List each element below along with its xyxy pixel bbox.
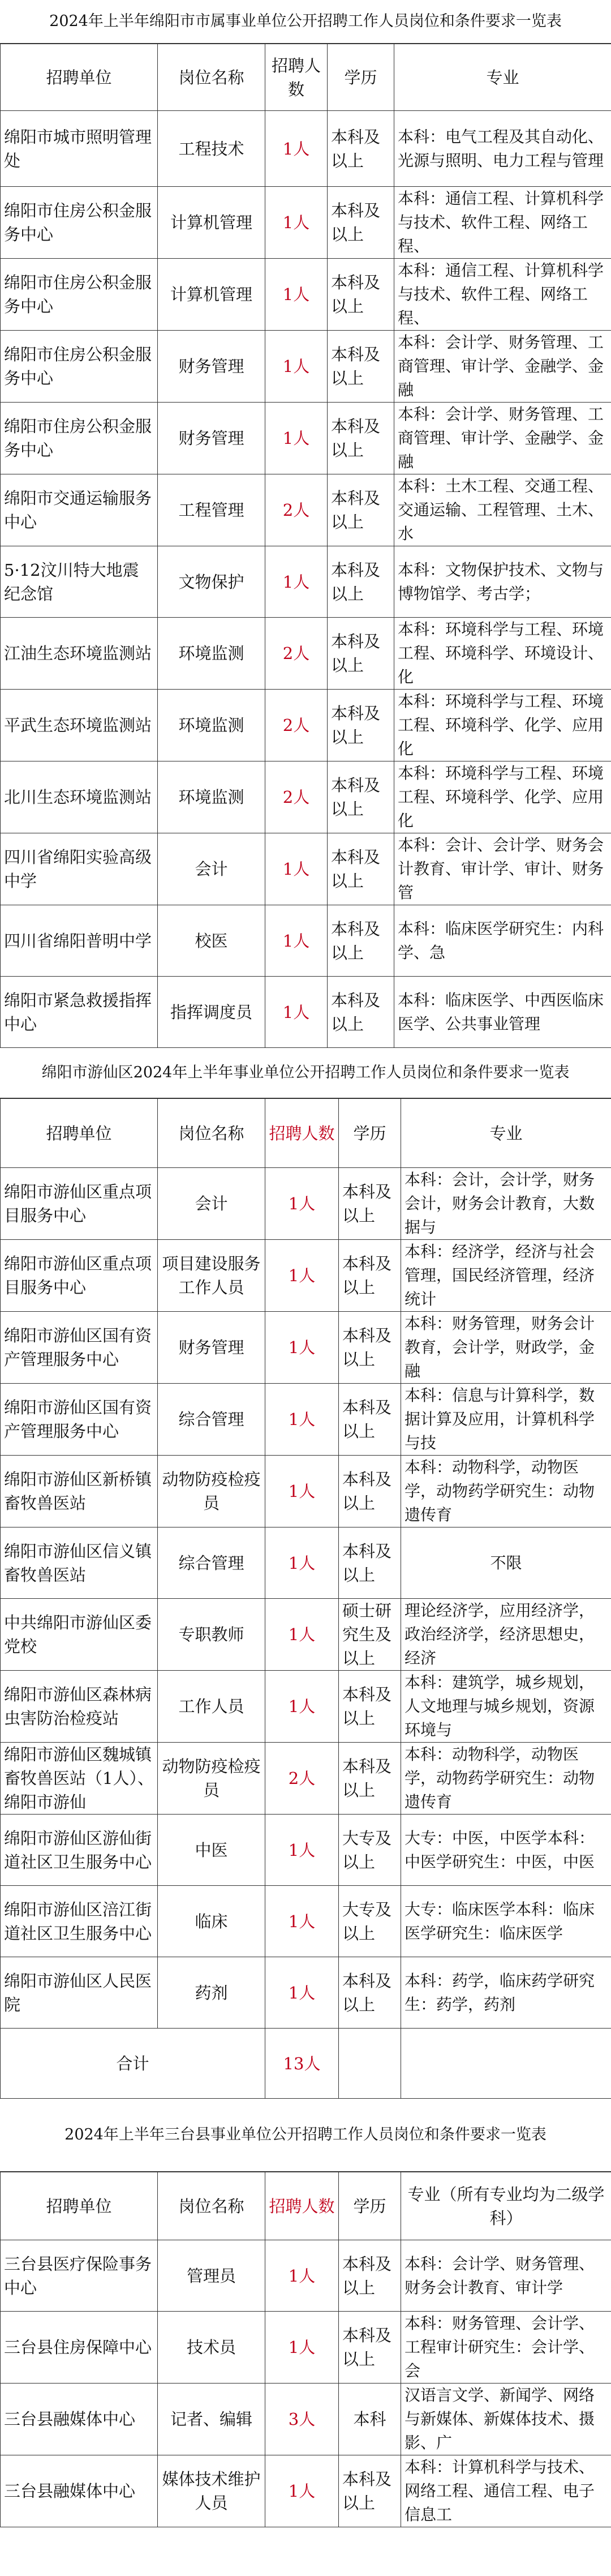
header-unit: 招聘单位 [1, 44, 158, 111]
header-major: 专业 [401, 1099, 611, 1168]
recruitment-table [0, 44, 611, 1048]
cell-count: 1人 [265, 905, 328, 977]
cell-major: 本科：动物科学，动物医学，动物药学研究生：动物遗传育 [401, 1743, 611, 1815]
cell-education: 本科及以上 [339, 1527, 401, 1599]
table-row [1, 2455, 611, 2527]
cell-major: 本科：信息与计算科学，数据计算及应用，计算机科学与技 [401, 1384, 611, 1456]
table-row [1, 187, 611, 259]
cell-count: 1人 [265, 403, 328, 474]
table-row [1, 977, 611, 1048]
cell-count: 1人 [265, 1384, 339, 1456]
cell-position: 工程技术 [158, 111, 265, 187]
cell-unit: 四川省绵阳普明中学 [1, 905, 158, 977]
header-row [1, 2172, 611, 2240]
cell-unit: 三台县融媒体中心 [1, 2455, 158, 2527]
cell-position: 记者、编辑 [158, 2384, 265, 2455]
cell-count: 1人 [265, 546, 328, 618]
cell-major: 本科：电气工程及其自动化、光源与照明、电力工程与管理 [394, 111, 611, 187]
cell-major: 本科：会计、会计学、财务会计教育、审计学、审计、财务管 [394, 833, 611, 905]
cell-position: 校医 [158, 905, 265, 977]
cell-position: 中医 [158, 1815, 265, 1886]
cell-position: 会计 [158, 833, 265, 905]
cell-major: 本科：药学，临床药学研究生：药学，药剂 [401, 1957, 611, 2029]
header-education: 学历 [328, 44, 394, 111]
cell-position: 财务管理 [158, 1312, 265, 1384]
cell-unit: 四川省绵阳实验高级中学 [1, 833, 158, 905]
cell-unit: 绵阳市住房公积金服务中心 [1, 187, 158, 259]
recruitment-table [0, 2172, 611, 2527]
cell-unit: 绵阳市游仙区新桥镇畜牧兽医站 [1, 1456, 158, 1527]
cell-unit: 三台县住房保障中心 [1, 2312, 158, 2384]
cell-major: 本科：会计，会计学，财务会计，财务会计教育，大数据与 [401, 1168, 611, 1240]
table-row [1, 905, 611, 977]
cell-position: 媒体技术维护人员 [158, 2455, 265, 2527]
cell-unit: 三台县融媒体中心 [1, 2384, 158, 2455]
total-value: 13人 [265, 2029, 339, 2099]
table-row [1, 761, 611, 833]
cell-position: 动物防疫检疫员 [158, 1456, 265, 1527]
cell-position: 动物防疫检疫员 [158, 1743, 265, 1815]
cell-count: 1人 [265, 1599, 339, 1671]
cell-unit: 江油生态环境监测站 [1, 618, 158, 690]
cell-unit: 绵阳市城市照明管理处 [1, 111, 158, 187]
cell-education: 本科及以上 [328, 111, 394, 187]
cell-unit: 5·12汶川特大地震纪念馆 [1, 546, 158, 618]
cell-position: 计算机管理 [158, 259, 265, 331]
header-major: 专业 [394, 44, 611, 111]
table-row [1, 1312, 611, 1384]
cell-education: 本科及以上 [328, 905, 394, 977]
cell-education: 本科及以上 [328, 546, 394, 618]
cell-major: 大专：临床医学本科：临床医学研究生：临床医学 [401, 1886, 611, 1957]
cell-count: 1人 [265, 1240, 339, 1312]
cell-education: 本科 [339, 2384, 401, 2455]
section-title: 2024年上半年绵阳市市属事业单位公开招聘工作人员岗位和条件要求一览表 [0, 0, 611, 44]
cell-major: 汉语言文学、新闻学、网络与新媒体、新媒体技术、摄影、广 [401, 2384, 611, 2455]
cell-position: 指挥调度员 [158, 977, 265, 1048]
cell-unit: 三台县医疗保险事务中心 [1, 2240, 158, 2312]
cell-major: 本科：计算机科学与技术、网络工程、通信工程、电子信息工 [401, 2455, 611, 2527]
section-santai [0, 2099, 611, 2527]
header-count: 招聘人数 [265, 2172, 339, 2240]
header-education: 学历 [339, 2172, 401, 2240]
cell-education: 本科及以上 [339, 1168, 401, 1240]
cell-position: 管理员 [158, 2240, 265, 2312]
header-major: 专业（所有专业均为二级学科） [401, 2172, 611, 2240]
total-label: 合计 [1, 2029, 265, 2099]
header-count: 招聘人数 [265, 1099, 339, 1168]
cell-position: 综合管理 [158, 1527, 265, 1599]
table-row [1, 1815, 611, 1886]
table-row [1, 259, 611, 331]
cell-major: 本科：环境科学与工程、环境工程、环境科学、化学、应用化 [394, 761, 611, 833]
cell-education: 本科及以上 [328, 474, 394, 546]
cell-count: 1人 [265, 1671, 339, 1743]
total-row [1, 2029, 611, 2099]
cell-position: 财务管理 [158, 403, 265, 474]
cell-count: 1人 [265, 2455, 339, 2527]
cell-position: 文物保护 [158, 546, 265, 618]
cell-education: 本科及以上 [339, 1957, 401, 2029]
header-unit: 招聘单位 [1, 1099, 158, 1168]
cell-count: 1人 [265, 1957, 339, 2029]
cell-unit: 绵阳市游仙区游仙街道社区卫生服务中心 [1, 1815, 158, 1886]
cell-unit: 绵阳市游仙区人民医院 [1, 1957, 158, 2029]
table-row [1, 1168, 611, 1240]
cell-major: 本科：会计学、财务管理、工商管理、审计学、金融学、金融 [394, 331, 611, 403]
table-row [1, 1599, 611, 1671]
cell-education: 大专及以上 [339, 1886, 401, 1957]
cell-count: 1人 [265, 2240, 339, 2312]
table-row [1, 474, 611, 546]
header-row [1, 44, 611, 111]
cell-education: 本科及以上 [339, 1312, 401, 1384]
table-row [1, 618, 611, 690]
cell-unit: 绵阳市住房公积金服务中心 [1, 403, 158, 474]
cell-unit: 绵阳市游仙区涪江街道社区卫生服务中心 [1, 1886, 158, 1957]
cell-position: 临床 [158, 1886, 265, 1957]
table-row [1, 1671, 611, 1743]
cell-position: 项目建设服务工作人员 [158, 1240, 265, 1312]
recruitment-table [0, 1098, 611, 2099]
cell-count: 1人 [265, 331, 328, 403]
cell-position: 技术员 [158, 2312, 265, 2384]
cell-count: 1人 [265, 1527, 339, 1599]
cell-count: 2人 [265, 474, 328, 546]
cell-education: 本科及以上 [339, 1743, 401, 1815]
cell-education: 本科及以上 [328, 331, 394, 403]
cell-major: 大专：中医，中医学本科：中医学研究生：中医，中医 [401, 1815, 611, 1886]
table-row [1, 1743, 611, 1815]
cell-major: 理论经济学，应用经济学，政治经济学，经济思想史，经济 [401, 1599, 611, 1671]
header-unit: 招聘单位 [1, 2172, 158, 2240]
section-title: 2024年上半年三台县事业单位公开招聘工作人员岗位和条件要求一览表 [0, 2099, 611, 2172]
cell-major: 本科：财务管理，财务会计教育，会计学，财政学，金融 [401, 1312, 611, 1384]
table-row [1, 1240, 611, 1312]
header-position: 岗位名称 [158, 2172, 265, 2240]
cell-major: 本科：财务管理、会计学、工程审计研究生：会计学、会 [401, 2312, 611, 2384]
cell-unit: 中共绵阳市游仙区委党校 [1, 1599, 158, 1671]
cell-unit: 绵阳市住房公积金服务中心 [1, 331, 158, 403]
cell-position: 计算机管理 [158, 187, 265, 259]
table-row [1, 331, 611, 403]
total-empty-cell [339, 2029, 401, 2099]
table-row [1, 1886, 611, 1957]
cell-major: 本科：通信工程、计算机科学与技术、软件工程、网络工程、 [394, 187, 611, 259]
cell-count: 1人 [265, 259, 328, 331]
cell-unit: 绵阳市交通运输服务中心 [1, 474, 158, 546]
cell-position: 工程管理 [158, 474, 265, 546]
total-empty-cell [401, 2029, 611, 2099]
cell-major: 本科：临床医学、中西医临床医学、公共事业管理 [394, 977, 611, 1048]
cell-position: 环境监测 [158, 618, 265, 690]
section-youxian [0, 1048, 611, 2099]
cell-major: 本科：动物科学，动物医学，动物药学研究生：动物遗传育 [401, 1456, 611, 1527]
cell-education: 本科及以上 [339, 1671, 401, 1743]
cell-position: 环境监测 [158, 690, 265, 761]
header-position: 岗位名称 [158, 1099, 265, 1168]
cell-education: 本科及以上 [328, 977, 394, 1048]
cell-education: 本科及以上 [328, 690, 394, 761]
table-row [1, 403, 611, 474]
cell-position: 环境监测 [158, 761, 265, 833]
cell-count: 1人 [265, 2312, 339, 2384]
cell-count: 2人 [265, 618, 328, 690]
cell-education: 本科及以上 [328, 761, 394, 833]
cell-count: 3人 [265, 2384, 339, 2455]
cell-unit: 绵阳市游仙区国有资产管理服务中心 [1, 1312, 158, 1384]
table-row [1, 690, 611, 761]
cell-major: 本科：临床医学研究生：内科学、急 [394, 905, 611, 977]
cell-major: 本科：土木工程、交通工程、交通运输、工程管理、土木、水 [394, 474, 611, 546]
cell-major: 本科：环境科学与工程、环境工程、环境科学、环境设计、化 [394, 618, 611, 690]
cell-major: 本科：会计学、财务管理、工商管理、审计学、金融学、金融 [394, 403, 611, 474]
cell-position: 综合管理 [158, 1384, 265, 1456]
cell-education: 本科及以上 [328, 259, 394, 331]
header-row [1, 1099, 611, 1168]
cell-position: 工作人员 [158, 1671, 265, 1743]
table-row [1, 1527, 611, 1599]
table-row [1, 2384, 611, 2455]
cell-education: 本科及以上 [339, 1240, 401, 1312]
cell-education: 本科及以上 [328, 833, 394, 905]
table-row [1, 1384, 611, 1456]
cell-count: 2人 [265, 1743, 339, 1815]
cell-count: 1人 [265, 1168, 339, 1240]
table-row [1, 2240, 611, 2312]
cell-education: 本科及以上 [339, 1456, 401, 1527]
cell-unit: 平武生态环境监测站 [1, 690, 158, 761]
cell-unit: 绵阳市游仙区森林病虫害防治检疫站 [1, 1671, 158, 1743]
cell-major: 本科：通信工程、计算机科学与技术、软件工程、网络工程、 [394, 259, 611, 331]
cell-position: 专职教师 [158, 1599, 265, 1671]
cell-count: 1人 [265, 1886, 339, 1957]
section-shiShu [0, 0, 611, 1048]
cell-major: 本科：环境科学与工程、环境工程、环境科学、化学、应用化 [394, 690, 611, 761]
table-row [1, 1957, 611, 2029]
cell-major: 本科：会计学、财务管理、财务会计教育、审计学 [401, 2240, 611, 2312]
cell-unit: 绵阳市游仙区信义镇畜牧兽医站 [1, 1527, 158, 1599]
cell-education: 本科及以上 [339, 2455, 401, 2527]
cell-position: 药剂 [158, 1957, 265, 2029]
cell-unit: 北川生态环境监测站 [1, 761, 158, 833]
header-education: 学历 [339, 1099, 401, 1168]
cell-count: 2人 [265, 761, 328, 833]
cell-unit: 绵阳市游仙区重点项目服务中心 [1, 1240, 158, 1312]
table-row [1, 111, 611, 187]
header-position: 岗位名称 [158, 44, 265, 111]
cell-unit: 绵阳市游仙区重点项目服务中心 [1, 1168, 158, 1240]
cell-major: 不限 [401, 1527, 611, 1599]
cell-major: 本科：建筑学，城乡规划，人文地理与城乡规划，资源环境与 [401, 1671, 611, 1743]
cell-unit: 绵阳市游仙区国有资产管理服务中心 [1, 1384, 158, 1456]
cell-education: 本科及以上 [339, 2312, 401, 2384]
cell-education: 本科及以上 [339, 2240, 401, 2312]
cell-count: 1人 [265, 111, 328, 187]
table-row [1, 833, 611, 905]
cell-education: 本科及以上 [339, 1384, 401, 1456]
cell-unit: 绵阳市住房公积金服务中心 [1, 259, 158, 331]
cell-count: 1人 [265, 1456, 339, 1527]
cell-position: 财务管理 [158, 331, 265, 403]
cell-major: 本科：经济学，经济与社会管理，国民经济管理，经济统计 [401, 1240, 611, 1312]
cell-education: 大专及以上 [339, 1815, 401, 1886]
table-row [1, 1456, 611, 1527]
cell-unit: 绵阳市游仙区魏城镇畜牧兽医站（1人）、绵阳市游仙 [1, 1743, 158, 1815]
cell-unit: 绵阳市紧急救援指挥中心 [1, 977, 158, 1048]
cell-count: 1人 [265, 1815, 339, 1886]
cell-count: 1人 [265, 833, 328, 905]
cell-count: 1人 [265, 187, 328, 259]
cell-education: 本科及以上 [328, 187, 394, 259]
cell-count: 2人 [265, 690, 328, 761]
table-row [1, 546, 611, 618]
cell-education: 本科及以上 [328, 618, 394, 690]
header-count: 招聘人数 [265, 44, 328, 111]
cell-major: 本科：文物保护技术、文物与博物馆学、考古学； [394, 546, 611, 618]
cell-education: 硕士研究生及以上 [339, 1599, 401, 1671]
cell-count: 1人 [265, 1312, 339, 1384]
cell-count: 1人 [265, 977, 328, 1048]
table-row [1, 2312, 611, 2384]
section-title: 绵阳市游仙区2024年上半年事业单位公开招聘工作人员岗位和条件要求一览表 [0, 1048, 611, 1098]
cell-education: 本科及以上 [328, 403, 394, 474]
cell-position: 会计 [158, 1168, 265, 1240]
